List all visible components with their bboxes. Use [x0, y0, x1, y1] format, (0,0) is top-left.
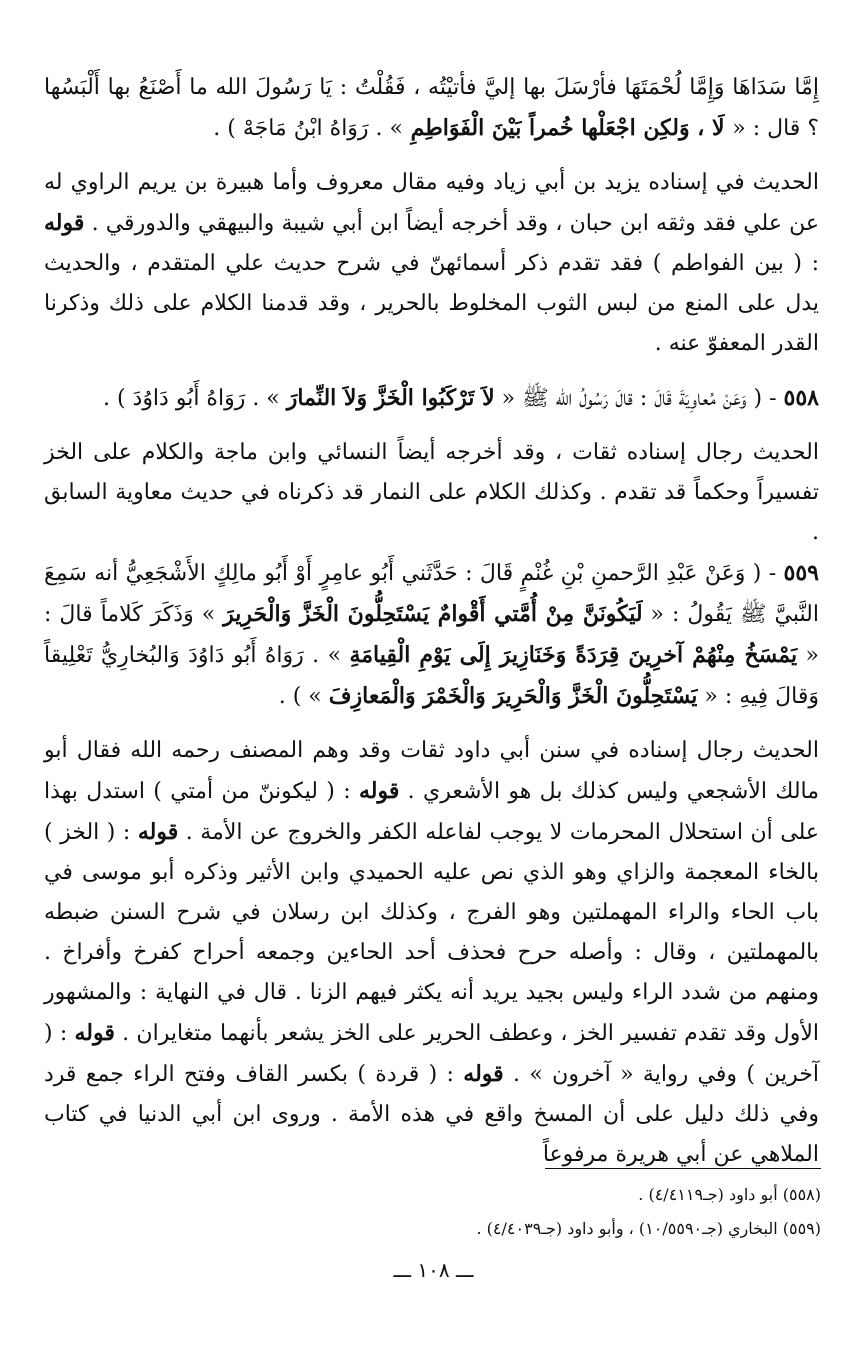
commentary-text: : ( بين الفواطم ) فقد تقدم ذكر أسمائهنّ في شرح حديث علي المتقدم ، والحديث يدل على المنع من لبس الثوب المخلوط بالحرير ، وقد قدمنا الكلام على ذلك وذكرنا القدر المعفوّ عنه . — [44, 251, 819, 356]
footnotes — [44, 1178, 821, 1246]
hadith-text: - ( وَعَنْ عَبْدِ الرَّحمنِ بْنِ غُنْمٍ قَالَ : حَدَّثَني أَبُو عامِرٍ أَوْ أَبُو مالِكٍ الأَشْجَعِيُّ أنه سَمِعَ النَّبيَّ ﷺ يَقُولُ : « — [44, 561, 819, 627]
commentary-text: : ( قردة ) بكسر القاف وفتح الراء جمع قرد وفي ذلك دليل على أن المسخ واقع في هذه الأمة . وروى ابن أبي الدنيا في كتاب الملاهي عن أبي هريرة مرفوعاً — [44, 1062, 819, 1167]
prophetic-quote: لَيَكُونَنَّ مِنْ أُمَّتي أَقْوامٌ يَسْتَحِلُّونَ الْخَزَّ وَالْحَرِيرَ — [223, 601, 643, 627]
prophetic-quote: يَمْسَخُ مِنْهُمْ آخرِينَ قِرَدَةً وَخَنَازِيرَ إِلَى يَوْمِ الْقِيامَةِ — [349, 642, 798, 668]
footnote-559: (٥٥٩) البخاري (جـ١٠/٥٥٩٠) ، وأبو داود (جـ٤/٤٠٣٩) . — [476, 1219, 821, 1238]
hadith-number: ٥٥٨ — [783, 385, 819, 411]
commentary-paragraph-2 — [44, 433, 819, 553]
hadith-558 — [44, 378, 819, 419]
footnote-558: (٥٥٨) أبو داود (جـ٤/٤١١٩) . — [638, 1185, 821, 1204]
commentary-text: : ( آخرين ) وفي رواية « آخرون » . — [44, 1021, 819, 1087]
qawluh-label: قوله — [137, 819, 179, 845]
hadith-text: » . رَوَاهُ أَبُو دَاوُدَ وَالبُخارِيُّ تَعْلِيقاً وَقالَ فِيهِ : « — [44, 643, 819, 709]
prophetic-quote: لَا ، وَلكِن اجْعَلْها خُمراً بَيْنَ الْفَوَاطِمِ — [403, 115, 733, 141]
commentary-paragraph-1 — [44, 163, 819, 364]
hadith-text: » . رَوَاهُ أَبُو دَاوُدَ ) . — [102, 386, 287, 411]
hadith-number: ٥٥٩ — [783, 560, 819, 586]
footnote-divider — [545, 1168, 821, 1169]
hadith-text: » ) . — [278, 684, 329, 709]
commentary-text: الحديث رجال إسناده ثقات ، وقد أخرجه أيضاً النسائي وابن ماجة والكلام على الخز تفسيراً وحكماً قد تقدم . وكذلك الكلام على النمار قد ذكرناه في حديث معاوية السابق . — [44, 440, 819, 545]
commentary-text: : ( ليكوننّ من أمتي ) استدل بهذا على أن استحلال المحرمات لا يوجب لفاعله الكفر والخروج عن الأمة . — [44, 779, 819, 845]
qawluh-label: قوله — [44, 210, 85, 236]
continuation-text — [44, 68, 819, 149]
page-number: ـــ ١٠٨ ـــ — [393, 1258, 474, 1282]
commentary-text: الحديث في إسناده يزيد بن أبي زياد وفيه مقال معروف وأما هبيرة بن يريم الراوي له عن علي فقد وثقه ابن حبان ، وقد أخرجه أيضاً ابن أبي شيبة والبيهقي والدورقي . — [44, 170, 820, 236]
qawluh-label: قوله — [358, 778, 400, 804]
hadith-text: - ( وَعَنْ مُعاوِيَةَ قَالَ : قالَ رَسُولُ الله ﷺ « — [494, 386, 784, 411]
commentary-paragraph-3 — [44, 731, 819, 1175]
qawluh-label: قوله — [74, 1020, 115, 1046]
prophetic-quote: لاَ تَرْكَبُوا الْخَزَّ وَلاَ النِّمارَ — [286, 385, 495, 411]
prophetic-quote: يَسْتَحِلُّونَ الْخَزَّ وَالْحَرِيرَ وَالْخَمْرَ وَالْمَعازِفَ — [328, 683, 698, 709]
line-1: إِمَّا سَدَاهَا وَإِمَّا لُحْمَتَهَا فأرْسَلَ بها إليَّ فأتيْتُه ، فَقُلْتُ : يَا رَسُولَ الله ما أَصْنَعُ بها أَلْبَسُها ؟ — [44, 75, 819, 141]
hadith-559 — [44, 553, 819, 717]
quote-open: قال : « — [732, 116, 801, 141]
hadith-text: » وَذَكَرَ كَلاماً قالَ : « — [44, 602, 820, 668]
commentary-text: : ( الخز ) بالخاء المعجمة والزاي وهو الذي نص عليه الحميدي وابن الأثير وذكره أبو موسى في باب الحاء والراء المهملتين وهو الفرج ، وكذلك ابن رسلان في شرح السنن ضبطه بالمهملتين ، وقال : وأصله حرح فحذف أحد الحاءين وجمعه أحراح كفرخ وأفراخ . ومنهم من شدد الراء وليس بجيد يريد أنه يكثر فيهم الزنا . قال في النهاية : والمشهور الأول وقد تقدم تفسير الخز ، وعطف الحرير على الخز يشعر بأنهما متغايران . — [44, 820, 819, 1046]
commentary-text: الحديث رجال إسناده في سنن أبي داود ثقات وقد وهم المصنف رحمه الله فقال أبو مالك الأشجعي وليس كذلك بل هو الأشعري . — [44, 738, 820, 804]
quote-close: » . رَوَاهُ ابْنُ مَاجَهْ ) . — [213, 116, 403, 141]
qawluh-label: قوله — [463, 1061, 504, 1087]
